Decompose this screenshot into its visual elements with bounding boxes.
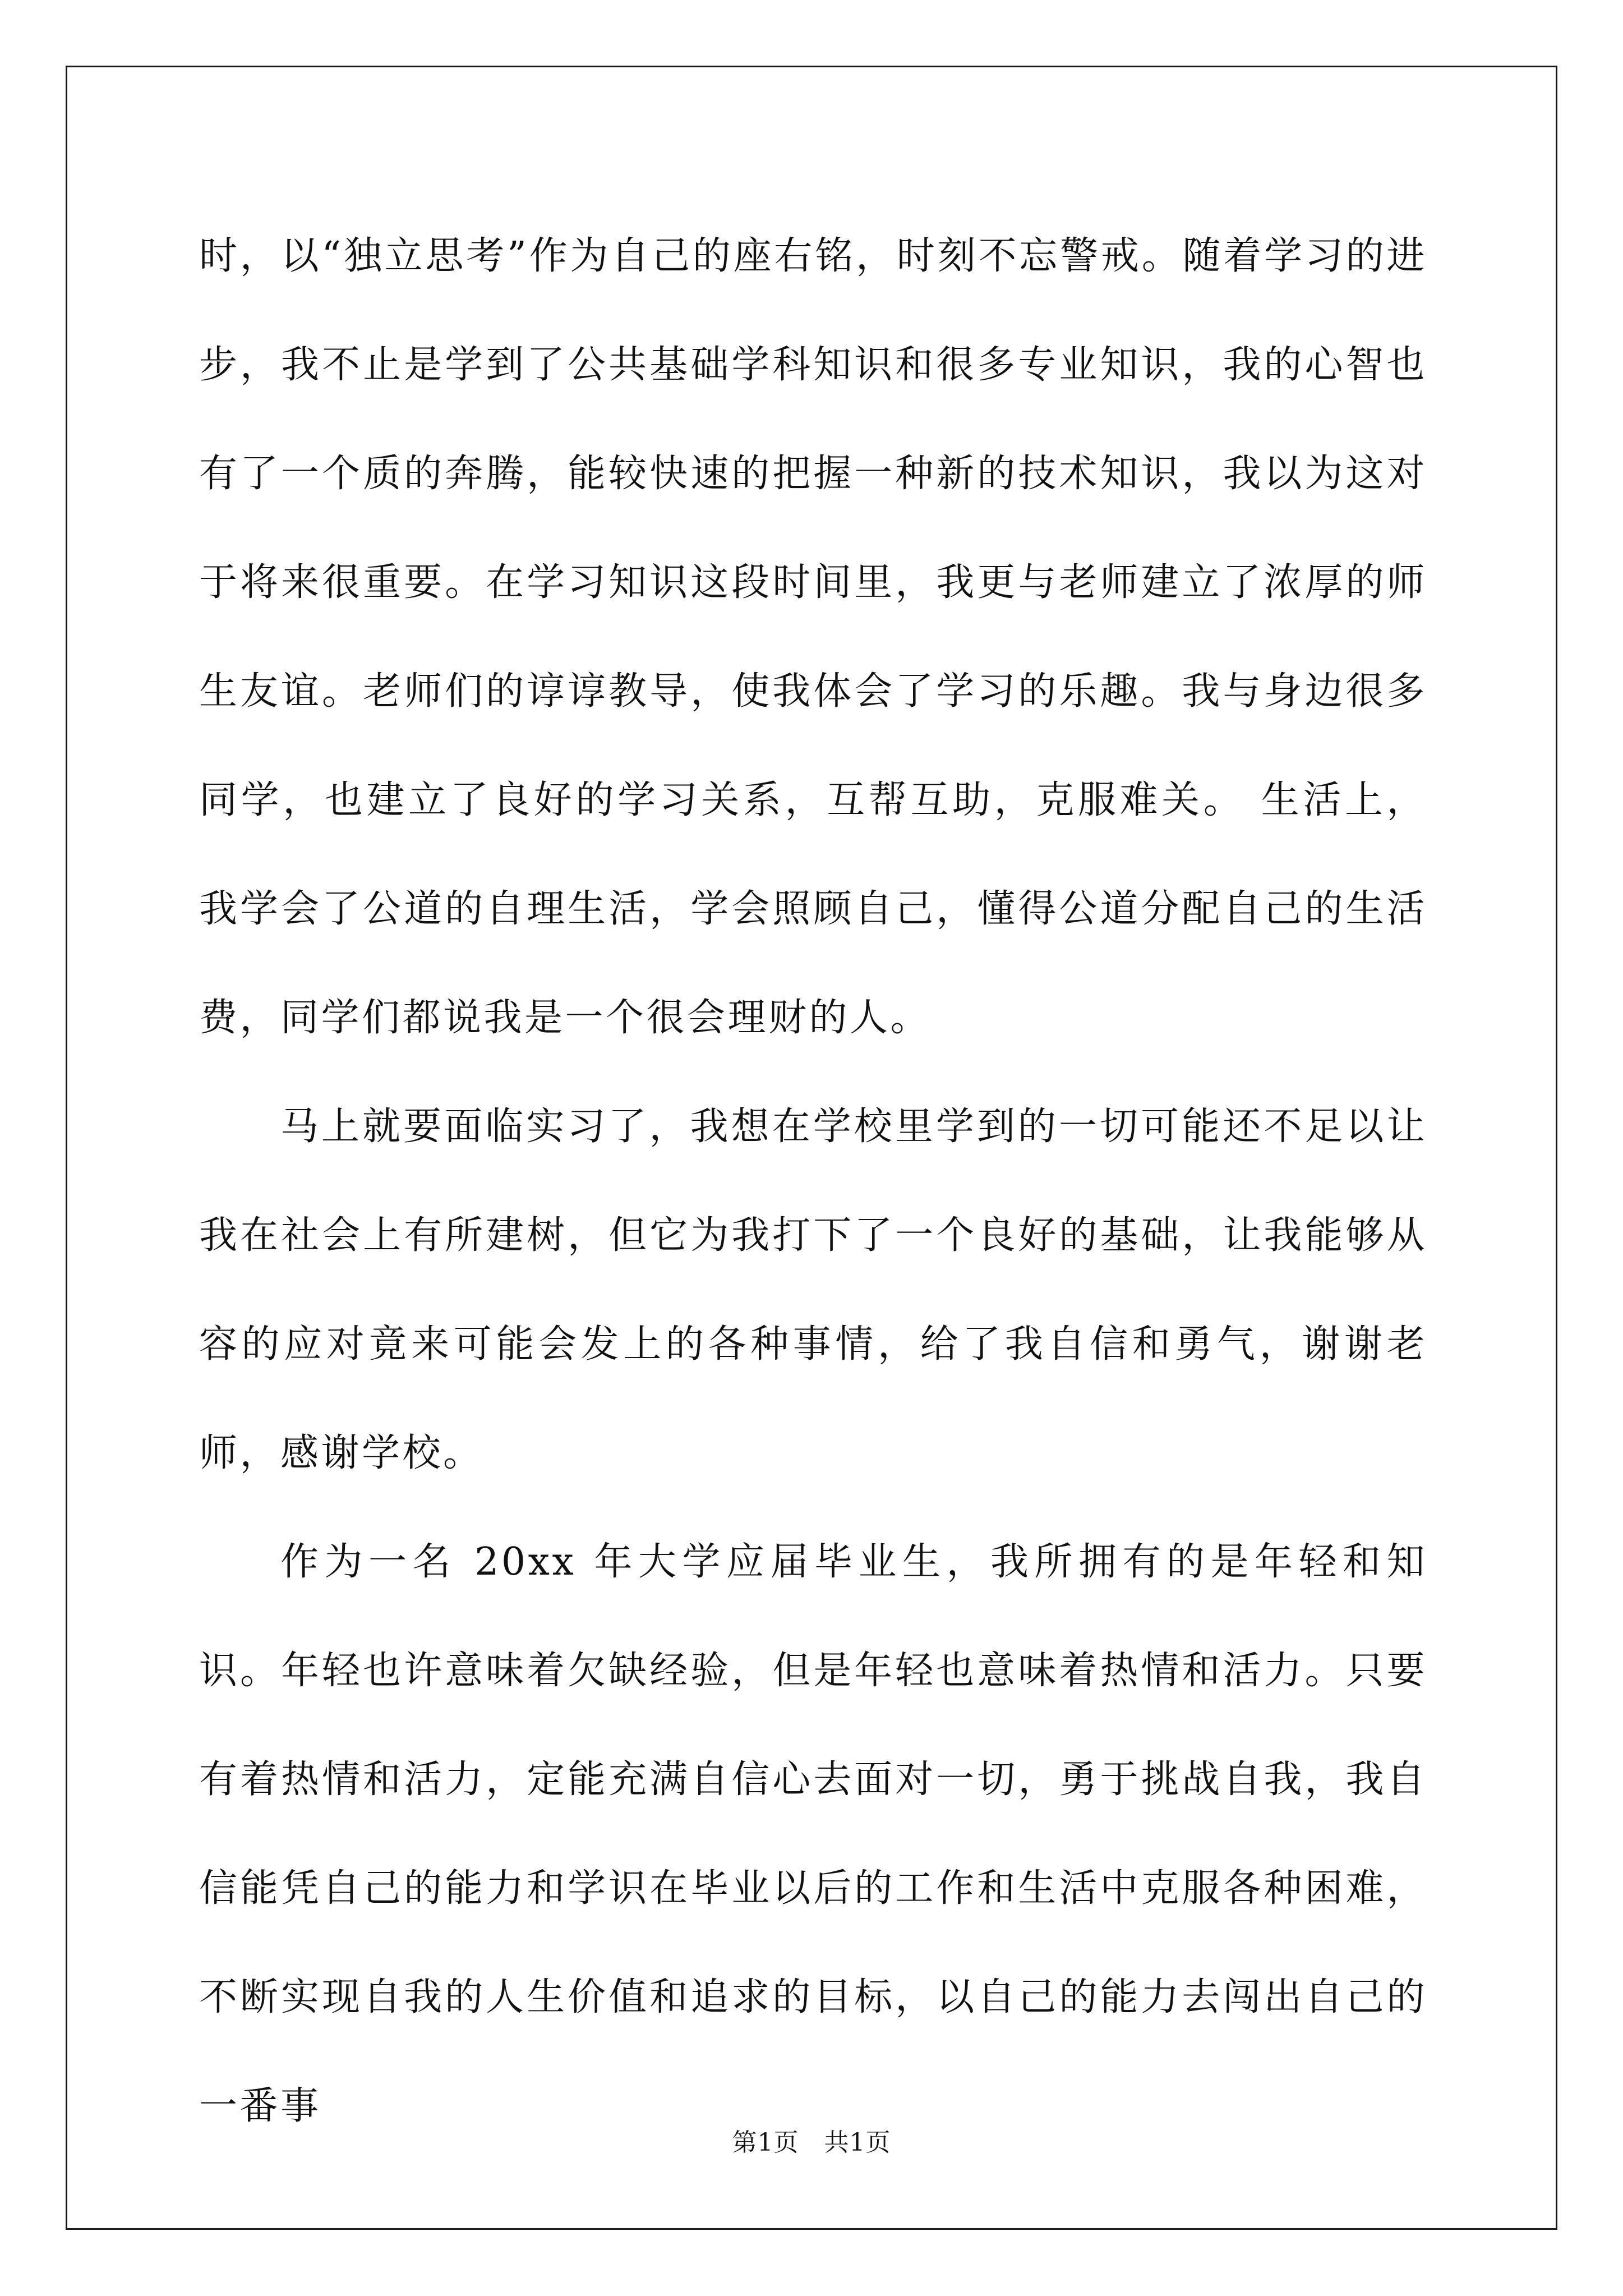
paragraph-3: 作为一名 20xx 年大学应届毕业生，我所拥有的是年轻和知识。年轻也许意味着欠缺经验，但是年轻也意味着热情和活力。只要有着热情和活力，定能充满自信心去面对一切，勇于挑战自我，我自信能凭自己的能力和学识在毕业以后的工作和生活中克服各种困难，不断实现自我的人生价值和追求的目标，以自己的能力去闯出自己的一番事 — [199, 1540, 1427, 2128]
page-footer: 第1页 共1页 — [732, 2128, 891, 2157]
paragraph-1: 时，以“独立思考”作为自己的座右铭，时刻不忘警戒。随着学习的进步，我不止是学到了公共基础学科知识和很多专业知识，我的心智也有了一个质的奔腾，能较快速的把握一种新的技术知识，我以为这对于将来很重要。在学习知识这段时间里，我更与老师建立了浓厚的师生友谊。老师们的谆谆教导，使我体会了学习的乐趣。我与身边很多同学，也建立了良好的学习关系，互帮互助，克服难关。 生活上，我学会了公道的自理生活，学会照顾自己，懂得公道分配自己的生活费，同学们都说我是一个很会理财的人。 — [199, 234, 1427, 1040]
document-body — [199, 202, 1427, 2161]
paragraph-2: 马上就要面临实习了，我想在学校里学到的一切可能还不足以让我在社会上有所建树，但它为我打下了一个良好的基础，让我能够从容的应对竟来可能会发上的各种事情，给了我自信和勇气，谢谢老师，感谢学校。 — [199, 1105, 1427, 1475]
